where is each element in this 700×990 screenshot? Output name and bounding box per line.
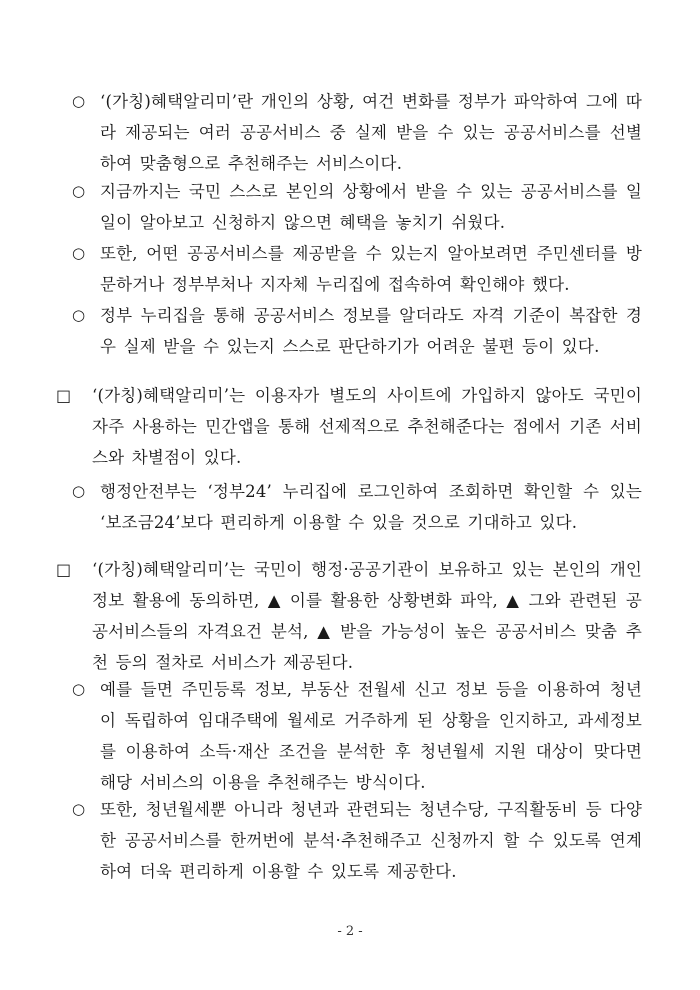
paragraph-text: 행정안전부는 ‘정부24’ 누리집에 로그인하여 조회하면 확인할 수 있는 ‘보조금24’보다 편리하게 이용할 수 있을 것으로 기대하고 있다.	[100, 482, 642, 532]
page-number: - 2 -	[337, 924, 363, 939]
paragraph-text: 정부 누리집을 통해 공공서비스 정보를 알더라도 자격 기준이 복잡한 경우 실제 받을 수 있는지 스스로 판단하기가 어려운 불편 등이 있다.	[100, 306, 642, 356]
circle-bullet-icon: ○	[72, 800, 86, 818]
bullet-paragraph-1	[72, 86, 642, 179]
bullet-paragraph-7	[72, 794, 642, 887]
bullet-paragraph-5	[72, 476, 642, 538]
bullet-paragraph-4	[72, 300, 642, 362]
circle-bullet-icon: ○	[72, 482, 86, 500]
square-bullet-icon: □	[56, 560, 72, 579]
paragraph-text: ‘(가칭)혜택알리미’는 이용자가 별도의 사이트에 가입하지 않아도 국민이 자주 사용하는 민간앱을 통해 선제적으로 추천해준다는 점에서 기존 서비스와 차별점이 있다.	[92, 386, 642, 467]
bullet-paragraph-2	[72, 176, 642, 238]
circle-bullet-icon: ○	[72, 92, 86, 110]
bullet-paragraph-3	[72, 238, 642, 300]
bullet-paragraph-6	[72, 674, 642, 798]
section-paragraph-2	[56, 554, 642, 678]
square-bullet-icon: □	[56, 386, 72, 405]
paragraph-text: 예를 들면 주민등록 정보, 부동산 전월세 신고 정보 등을 이용하여 청년이 독립하여 임대주택에 월세로 거주하게 된 상황을 인지하고, 과세정보를 이용하여 소득·재산 조건을 분석한 후 청년월세 지원 대상이 맞다면 해당 서비스의 이용을 추천해주는 방식이다.	[100, 680, 642, 792]
section-paragraph-1	[56, 380, 642, 473]
paragraph-text: 또한, 어떤 공공서비스를 제공받을 수 있는지 알아보려면 주민센터를 방문하거나 정부부처나 지자체 누리집에 접속하여 확인해야 했다.	[100, 244, 642, 294]
circle-bullet-icon: ○	[72, 182, 86, 200]
paragraph-text: 또한, 청년월세뿐 아니라 청년과 관련되는 청년수당, 구직활동비 등 다양한 공공서비스를 한꺼번에 분석·추천해주고 신청까지 할 수 있도록 연계하여 더욱 편리하게 이용할 수 있도록 제공한다.	[100, 800, 642, 881]
circle-bullet-icon: ○	[72, 244, 86, 262]
paragraph-text: ‘(가칭)혜택알리미’란 개인의 상황, 여건 변화를 정부가 파악하여 그에 따라 제공되는 여러 공공서비스 중 실제 받을 수 있는 공공서비스를 선별하여 맞춤형으로 추천해주는 서비스이다.	[100, 92, 642, 173]
circle-bullet-icon: ○	[72, 306, 86, 324]
paragraph-text: ‘(가칭)혜택알리미’는 국민이 행정·공공기관이 보유하고 있는 본인의 개인정보 활용에 동의하면, ▲ 이를 활용한 상황변화 파악, ▲ 그와 관련된 공공서비스들의 자격요건 분석, ▲ 받을 가능성이 높은 공공서비스 맞춤 추천 등의 절차로 서비스가 제공된다.	[92, 560, 642, 672]
paragraph-text: 지금까지는 국민 스스로 본인의 상황에서 받을 수 있는 공공서비스를 일일이 알아보고 신청하지 않으면 혜택을 놓치기 쉬웠다.	[100, 182, 642, 232]
circle-bullet-icon: ○	[72, 680, 86, 698]
